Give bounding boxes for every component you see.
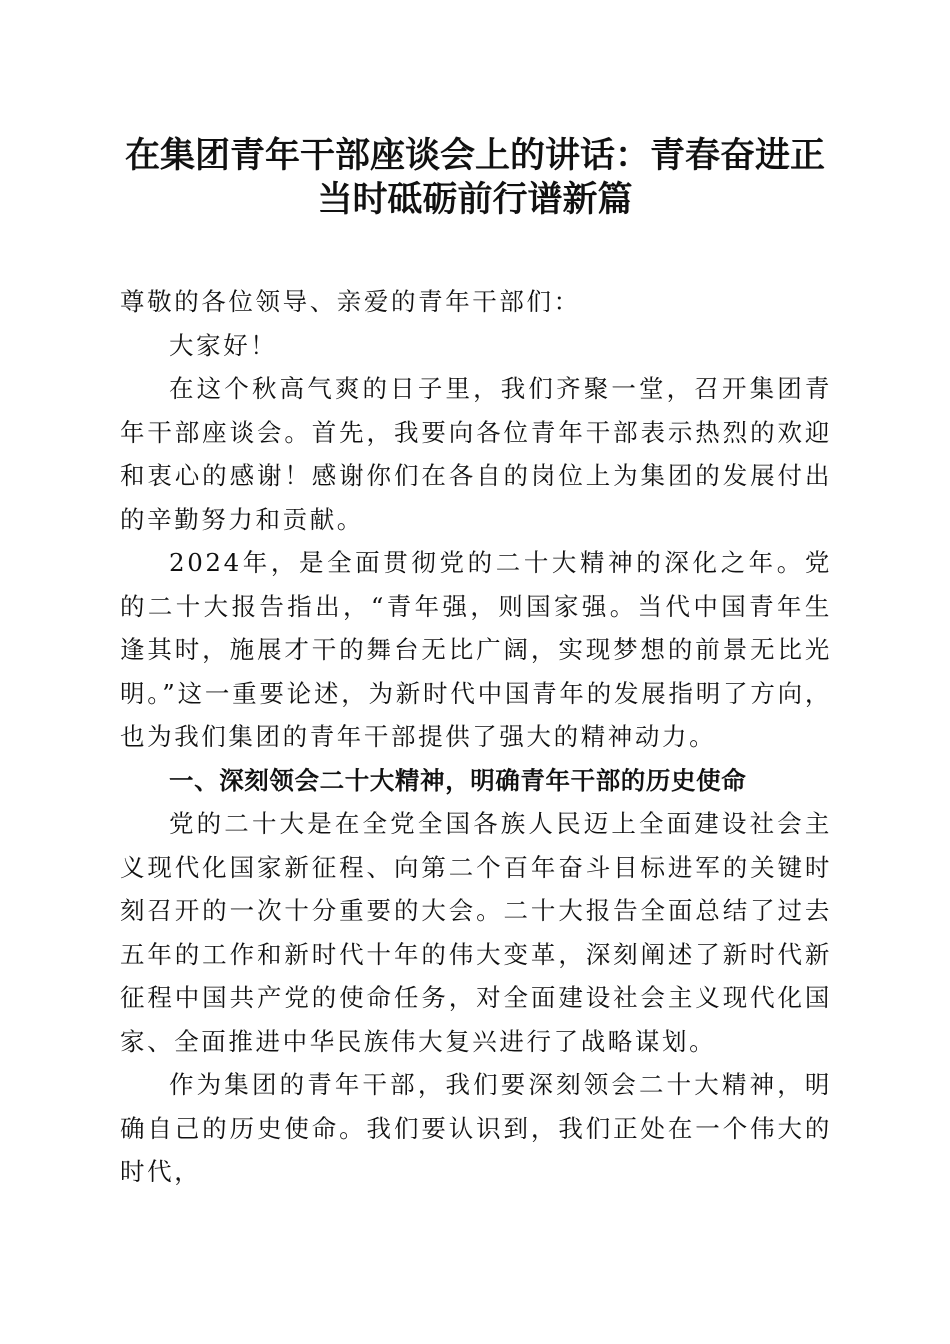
paragraph-1: 在这个秋高气爽的日子里，我们齐聚一堂，召开集团青年干部座谈会。首先，我要向各位青年干部表示热烈的欢迎和衷心的感谢！感谢你们在各自的岗位上为集团的发展付出的辛勤努力和贡献。 (120, 374, 832, 534)
title-line-1: 在集团青年干部座谈会上的讲话：青春奋进正 (124, 135, 825, 176)
section-heading-1: 一、深刻领会二十大精神，明确青年干部的历史使命 (169, 765, 747, 795)
document-body (120, 280, 832, 1194)
paragraph-3: 党的二十大是在全党全国各族人民迈上全面建设社会主义现代化国家新征程、向第二个百年奋斗目标进军的关键时刻召开的一次十分重要的大会。二十大报告全面总结了过去五年的工作和新时代十年的伟大变革，深刻阐述了新时代新征程中国共产党的使命任务，对全面建设社会主义现代化国家、全面推进中华民族伟大复兴进行了战略谋划。 (120, 809, 832, 1056)
greeting: 大家好！ (169, 330, 278, 360)
salutation: 尊敬的各位领导、亲爱的青年干部们： (120, 287, 581, 316)
paragraph-2: 2024年，是全面贯彻党的二十大精神的深化之年。党的二十大报告指出，“青年强，则国家强。当代中国青年生逢其时，施展才干的舞台无比广阔，实现梦想的前景无比光明。”这一重要论述，为新时代中国青年的发展指明了方向，也为我们集团的青年干部提供了强大的精神动力。 (120, 548, 832, 751)
document-title (100, 134, 850, 222)
paragraph-4: 作为集团的青年干部，我们要深刻领会二十大精神，明确自己的历史使命。我们要认识到，我们正处在一个伟大的时代， (120, 1070, 832, 1186)
title-line-2: 当时砥砺前行谱新篇 (317, 179, 633, 220)
